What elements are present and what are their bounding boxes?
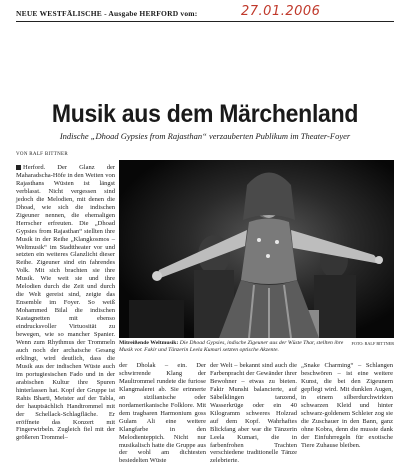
- article-subtitle: Indische „Dhoad Gypsies from Rajasthan“ verzauberten Publikum im Theater-Foyer: [59, 131, 351, 141]
- dancer-photo-illustration: [119, 160, 394, 338]
- caption-lead: Mitreißende Weltmusik:: [119, 340, 179, 346]
- header-rule: [16, 21, 394, 22]
- article-photo: [119, 160, 394, 338]
- byline: VON RALF BITTNER: [16, 152, 69, 157]
- column-4-text: „Snake Charming“ – Schlangen beschwören – ist eine weitere Kunst, die bei den Zigeunern gepflegt wird. Mit dunklen Augen, in einem silberdurchwirkten schwarzen Kleid und hinter schwarz-goldenem Schleier zog sie die Zuschauer in den Bann, ganz ohne Kobra, denn die musste dank der Einfuhrregeln für exotische Tiere Zuhause bleiben.: [301, 362, 393, 449]
- caption-text: Die Dhoad Gypsies, indische Zigeuner aus der Wüste Thar, stellten ihre Musik vor. Fakir und Tänzerin Leela Kumari setzten optische Akzente.: [119, 340, 344, 353]
- newspaper-name: NEUE WESTFÄLISCHE - Ausgabe HERFORD vom:: [16, 9, 198, 18]
- page-header: [16, 4, 396, 21]
- article-column-4: [301, 362, 393, 449]
- article-column-1: [16, 164, 115, 442]
- column-1-text: Herford. Der Glanz der Maharadscha-Höfe in den Weiten von Rajasthans Wüsten ist längst verblasst. Nicht vergessen sind jedoch die Melodien, mit denen die Dhoad, wie sich die indischen Zigeuner nennen, die ehemaligen Herrscher erfreuten. Die „Dhoad Gypsies from Rajasthan“ stellten ihre Musik in der Reihe „Klangkosmos – Weltmusik“ im Stadttheater vor und setzten ein weiteres Glanzlicht dieser Reihe. Zigeuner sind ein fahrendes Volk. Mit sich brachten sie ihre Musik. Wie weit sie und ihre Melodien durch die Zeit und durch die Welt gereist sind, zeigte das Ensemble im Foyer. So weiß Mohammed Bilal die indischen Kastagnetten mit ebenso eindrucksvoller Virtuosität zu bewegen, wie so mancher Spanier. Wenn zum Rhythmus der Trommeln auch noch der archaische Gesang erklingt, wird deutlich, dass die Musik aus der indischen Wüste auch im portugiesischen Fado und in der arabischen Kultur ihre Spuren hinterlassen hat. Kopf der Gruppe ist Rahis Bharti, Meister auf der Tabla, der hauptsächlich Handtrommel mit der Schellack-Schlagfläche. Er eröffnete das Konzert mit Fingerwirbeln. Zugleich fiel mit der größeren Trommel–: [16, 164, 115, 442]
- bullet-icon: [16, 165, 21, 170]
- column-3-text: der Welt – bekannt sind auch die Farbenpracht der Gewänder ihrer Bewohner – etwas zu bieten. Fakir Munshi balancierte, auf Säbelklingen tanzend, Wasserkrüge oder ein 40 Kilogramm schweres Holzrad auf dem Kopf. Wahrhaftes Blickfang aber war die Tänzerin Leela Kumari, die in farbenfrohen Trachten verschiedene traditionelle Tänze zelebrierte.: [210, 362, 297, 465]
- column-2-text: der Dholak – ein. Der schwirrende Klang der Maultrommel rundete die furiose Klangmalerei ab. Sie erinnerte an sizilianische oder nordamerikanische Folklore. Mit dem tragbaren Harmonium goss Gulam Ali eine weitere Klangfarbe in den Melodienteppich. Nicht nur musikalisch hatte die Gruppe aus der wohl am dichtesten besiedelten Wüste: [119, 362, 206, 465]
- article-column-2: [119, 362, 206, 465]
- photo-caption: [119, 340, 394, 354]
- article-column-3: [210, 362, 297, 465]
- handwritten-date: 27.01.2006: [241, 4, 321, 19]
- photo-credit: FOTO: RALF BITTNER: [351, 341, 394, 346]
- article-title: Musik aus dem Märchenland: [51, 100, 359, 128]
